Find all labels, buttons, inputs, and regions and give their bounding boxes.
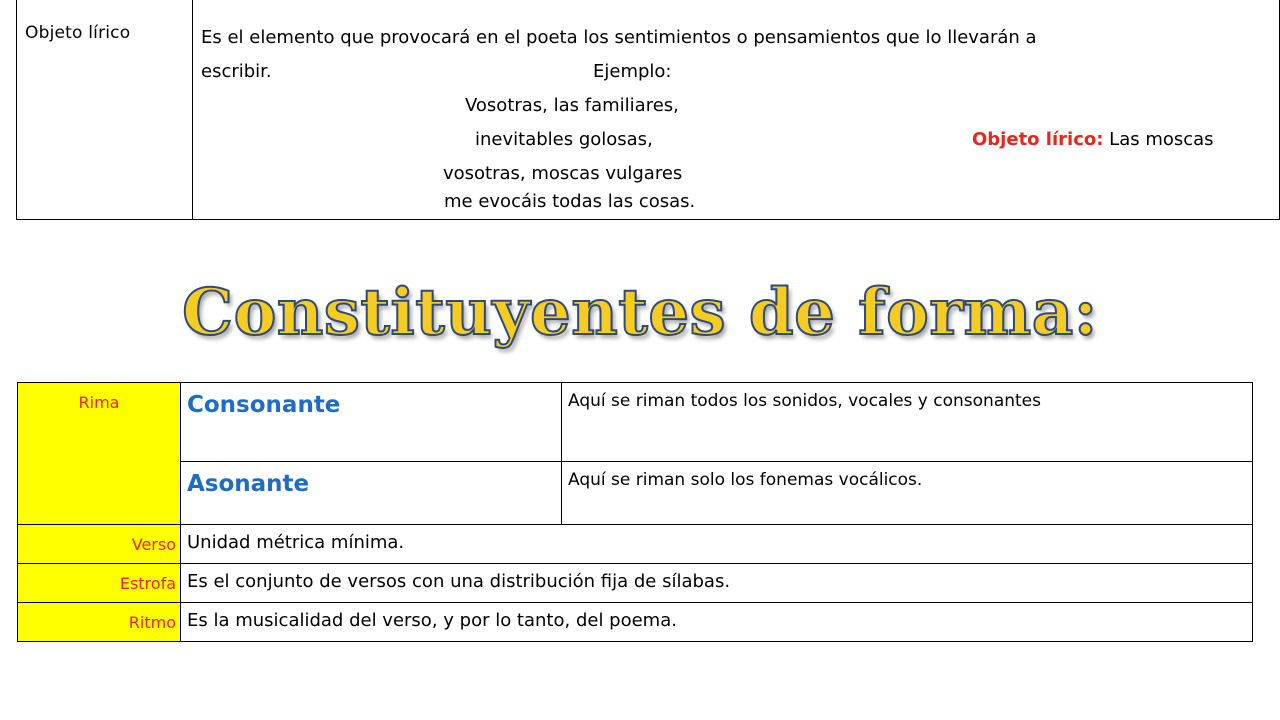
subtype-cell	[181, 462, 562, 525]
poem-line: Vosotras, las familiares,	[465, 95, 679, 116]
term-label: Ritmo	[128, 613, 176, 632]
lyric-object-definition	[201, 21, 1261, 89]
answer-value: Las moscas	[1109, 129, 1214, 150]
term-label: Estrofa	[119, 574, 176, 593]
subtype-cell	[181, 383, 562, 462]
section-heading: Constituyentes de forma:	[182, 275, 1098, 350]
example-label: Ejemplo:	[593, 61, 672, 82]
term-definition: Es la musicalidad del verso, y por lo tanto, del poema.	[187, 610, 677, 631]
term-cell	[18, 564, 181, 603]
term-label: Rima	[78, 393, 120, 412]
subtype-name: Consonante	[187, 392, 341, 418]
lyric-object-answer	[972, 123, 1214, 157]
term-definition: Es el conjunto de versos con una distribución fija de sílabas.	[187, 571, 731, 592]
term-cell	[18, 603, 181, 642]
table-row	[18, 462, 1253, 525]
form-constituents-table	[17, 382, 1253, 642]
answer-label: Objeto lírico:	[972, 129, 1104, 150]
term-cell	[18, 525, 181, 564]
definition-cell	[181, 564, 1253, 603]
table-row	[18, 525, 1253, 564]
poem-line: vosotras, moscas vulgares	[443, 163, 683, 184]
table-row	[18, 603, 1253, 642]
subtype-definition: Aquí se riman todos los sonidos, vocales y consonantes	[568, 391, 1041, 411]
table-row	[18, 383, 1253, 462]
term-cell-rima	[18, 383, 181, 525]
definition-line-2: escribir.	[201, 61, 272, 82]
subtype-definition-cell	[562, 383, 1253, 462]
lyric-object-content-cell	[193, 0, 1280, 220]
lyric-object-label-cell	[17, 0, 193, 220]
subtype-definition: Aquí se riman solo los fonemas vocálicos.	[568, 470, 923, 490]
term-definition: Unidad métrica mínima.	[187, 532, 405, 553]
lyric-object-table	[16, 0, 1280, 220]
subtype-name: Asonante	[187, 471, 310, 497]
lyric-object-label: Objeto lírico	[25, 23, 131, 43]
table-row	[18, 564, 1253, 603]
poem-line: me evocáis todas las cosas.	[444, 191, 696, 212]
definition-cell	[181, 603, 1253, 642]
poem-line: inevitables golosas,	[475, 129, 653, 150]
definition-line-1: Es el elemento que provocará en el poeta los sentimientos o pensamientos que lo llevarán a	[201, 27, 1037, 48]
subtype-definition-cell	[562, 462, 1253, 525]
definition-cell	[181, 525, 1253, 564]
term-label: Verso	[131, 535, 176, 554]
